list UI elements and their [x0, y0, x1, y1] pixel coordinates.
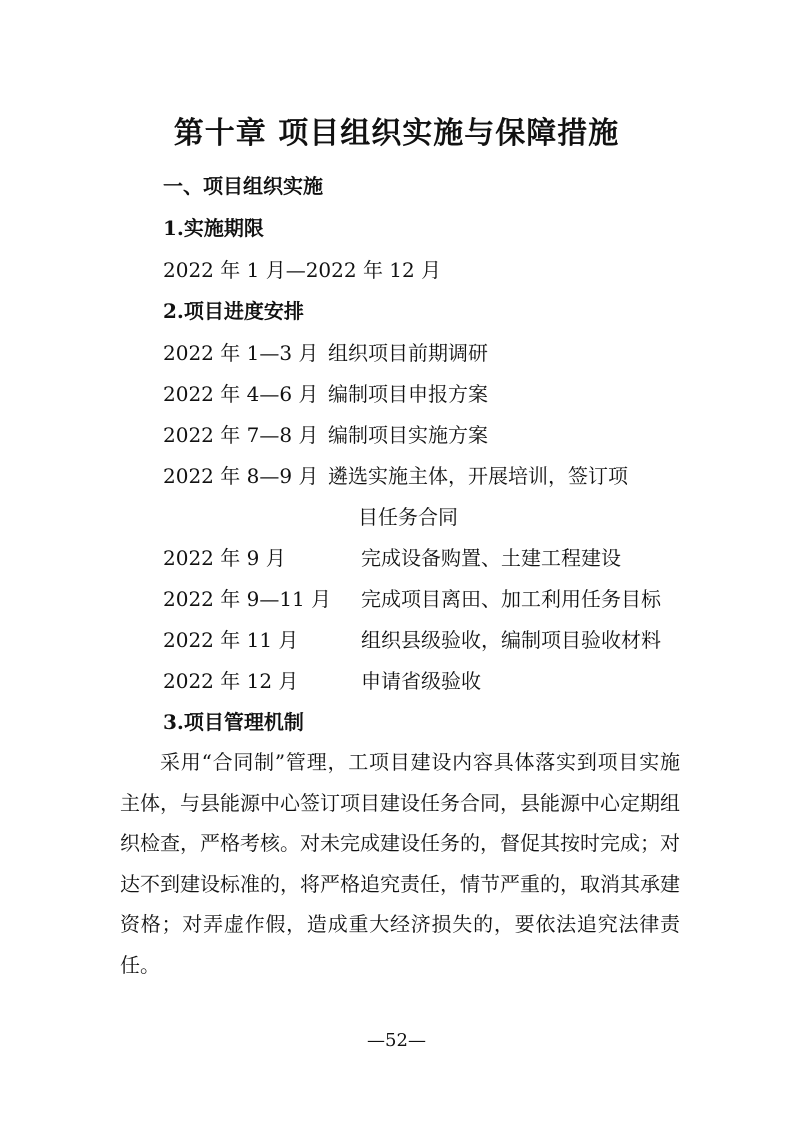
subsection-heading-period: 1.实施期限 — [163, 216, 264, 240]
schedule-date: 2022 年 4—6 月 — [163, 382, 319, 406]
schedule-date: 2022 年 8—9 月 — [163, 464, 319, 488]
schedule-task-continuation: 目任务合同 — [358, 505, 458, 529]
subsection-heading-management: 3.项目管理机制 — [163, 710, 304, 734]
schedule-date: 2022 年 1—3 月 — [163, 341, 319, 365]
schedule-date: 2022 年 7—8 月 — [163, 423, 319, 447]
management-paragraph — [120, 742, 680, 985]
schedule-date: 2022 年 12 月 — [163, 669, 299, 693]
section-heading: 一、项目组织实施 — [163, 174, 323, 198]
page-number: —52— — [367, 1030, 426, 1051]
schedule-task: 编制项目申报方案 — [328, 382, 488, 406]
schedule-date: 2022 年 9 月 — [163, 546, 286, 570]
schedule-task: 完成设备购置、土建工程建设 — [361, 546, 621, 570]
schedule-task: 编制项目实施方案 — [328, 423, 488, 447]
schedule-task: 遴选实施主体，开展培训，签订项 — [328, 464, 628, 488]
schedule-task: 组织县级验收，编制项目验收材料 — [361, 628, 661, 652]
schedule-date: 2022 年 11 月 — [163, 628, 299, 652]
implementation-period: 2022 年 1 月—2022 年 12 月 — [163, 258, 442, 282]
schedule-task: 组织项目前期调研 — [328, 341, 488, 365]
paragraph-text: 采用“合同制”管理，工项目建设内容具体落实到项目实施主体，与县能源中心签订项目建设任务合同，县能源中心定期组织检查，严格考核。对未完成建设任务的，督促其按时完成；对达不到建设标准的，将严格追究责任，情节严重的，取消其承建资格；对弄虚作假，造成重大经济损失的，要依法追究法律责任。 — [120, 750, 680, 977]
subsection-heading-schedule: 2.项目进度安排 — [163, 299, 304, 323]
schedule-task: 申请省级验收 — [361, 669, 481, 693]
schedule-date: 2022 年 9—11 月 — [163, 587, 332, 611]
schedule-task: 完成项目离田、加工利用任务目标 — [361, 587, 661, 611]
chapter-title: 第十章 项目组织实施与保障措施 — [173, 116, 620, 151]
